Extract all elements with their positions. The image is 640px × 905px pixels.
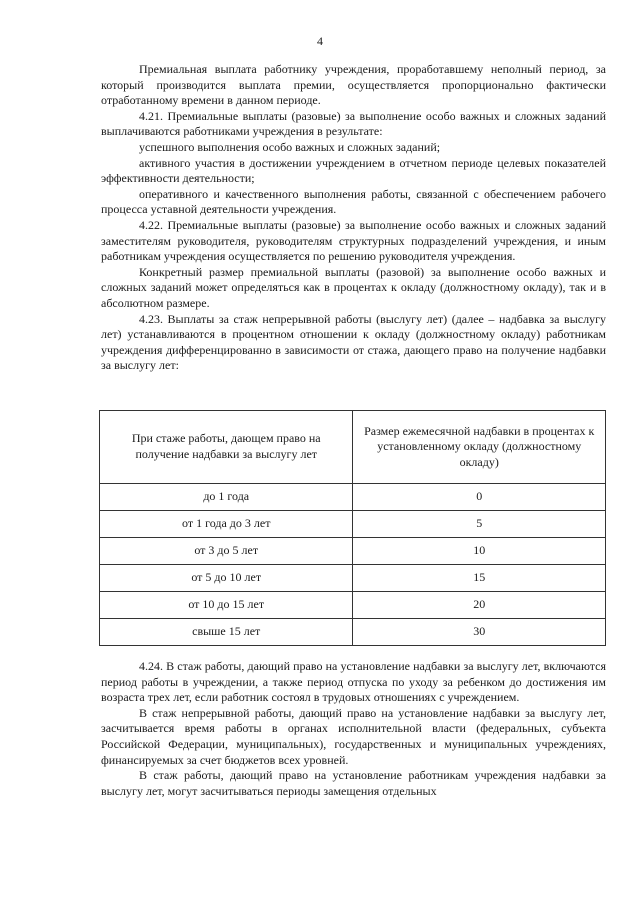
table-cell-period: от 1 года до 3 лет <box>100 511 353 538</box>
table-row <box>100 538 606 565</box>
table-cell-percent: 5 <box>353 511 606 538</box>
text-block-top <box>101 62 606 374</box>
table-cell-percent: 15 <box>353 565 606 592</box>
paragraph: успешного выполнения особо важных и сложных заданий; <box>139 139 441 154</box>
table-cell-percent: 0 <box>353 484 606 511</box>
paragraph: активного участия в достижении учреждением в отчетном периоде целевых показателей эффективности деятельности; <box>101 155 606 186</box>
paragraph: 4.21. Премиальные выплаты (разовые) за выполнение особо важных и сложных заданий выплачиваются работниками учреждения в результате: <box>101 108 606 139</box>
paragraph: 4.22. Премиальные выплаты (разовые) за выполнение особо важных и сложных заданий заместителям руководителя, руководителям структурных подразделений учреждения, и иным работникам учреждения осуществляется по решению руководителя учреждения. <box>101 217 606 264</box>
seniority-allowance-table <box>99 410 606 646</box>
table-cell-percent: 20 <box>353 592 606 619</box>
table-cell-percent: 10 <box>353 538 606 565</box>
table-row <box>100 484 606 511</box>
table-row <box>100 619 606 646</box>
table-cell-percent: 30 <box>353 619 606 646</box>
table-cell-period: от 3 до 5 лет <box>100 538 353 565</box>
paragraph: В стаж работы, дающий право на установление работникам учреждения надбавки за выслугу лет, могут засчитываться периоды замещения отдельных <box>101 768 606 798</box>
table-row <box>100 511 606 538</box>
table-header-row <box>100 411 606 484</box>
table-header-percent: Размер ежемесячной надбавки в процентах к установленному окладу (должностному окладу) <box>353 411 606 484</box>
table-header-seniority: При стаже работы, дающем право на получение надбавки за выслугу лет <box>100 411 353 484</box>
paragraph: В стаж непрерывной работы, дающий право на установление надбавки за выслугу лет, засчитывается время работы в органах исполнительной власти (федеральных, субъекта Российской Федерации, муниципальных), государственных и муниципальных учреждениях, финансируемых за счет бюджетов всех уровней. <box>101 705 606 767</box>
paragraph: 4.24. В стаж работы, дающий право на установление надбавки за выслугу лет, включаются период работы в учреждении, а также период отпуска по уходу за ребенком до достижения им возраста трех лет, если работник состоял в трудовых отношениях с учреждением. <box>101 659 606 705</box>
paragraph: 4.23. Выплаты за стаж непрерывной работы (выслугу лет) (далее – надбавка за выслугу лет) устанавливаются в процентном отношении к окладу (должностному окладу) работникам учреждения дифференцированно в зависимости от стажа, дающего право на получение надбавки за выслугу лет: <box>101 311 606 373</box>
paragraph: оперативного и качественного выполнения работы, связанной с обеспечением рабочего процесса уставной деятельности учреждения. <box>101 186 606 217</box>
paragraph: Конкретный размер премиальной выплаты (разовой) за выполнение особо важных и сложных заданий может определяться как в процентах к окладу (должностному окладу), так и в абсолютном размере. <box>101 264 606 310</box>
table-row <box>100 592 606 619</box>
table-cell-period: от 10 до 15 лет <box>100 592 353 619</box>
text-block-bottom <box>101 659 606 799</box>
table-row <box>100 565 606 592</box>
table-cell-period: свыше 15 лет <box>100 619 353 646</box>
page-number: 4 <box>317 34 323 48</box>
paragraph: Премиальная выплата работнику учреждения, проработавшему неполный период, за который производится выплата премии, осуществляется пропорционально фактически отработанному времени в данном периоде. <box>101 62 606 108</box>
table-cell-period: до 1 года <box>100 484 353 511</box>
table-cell-period: от 5 до 10 лет <box>100 565 353 592</box>
